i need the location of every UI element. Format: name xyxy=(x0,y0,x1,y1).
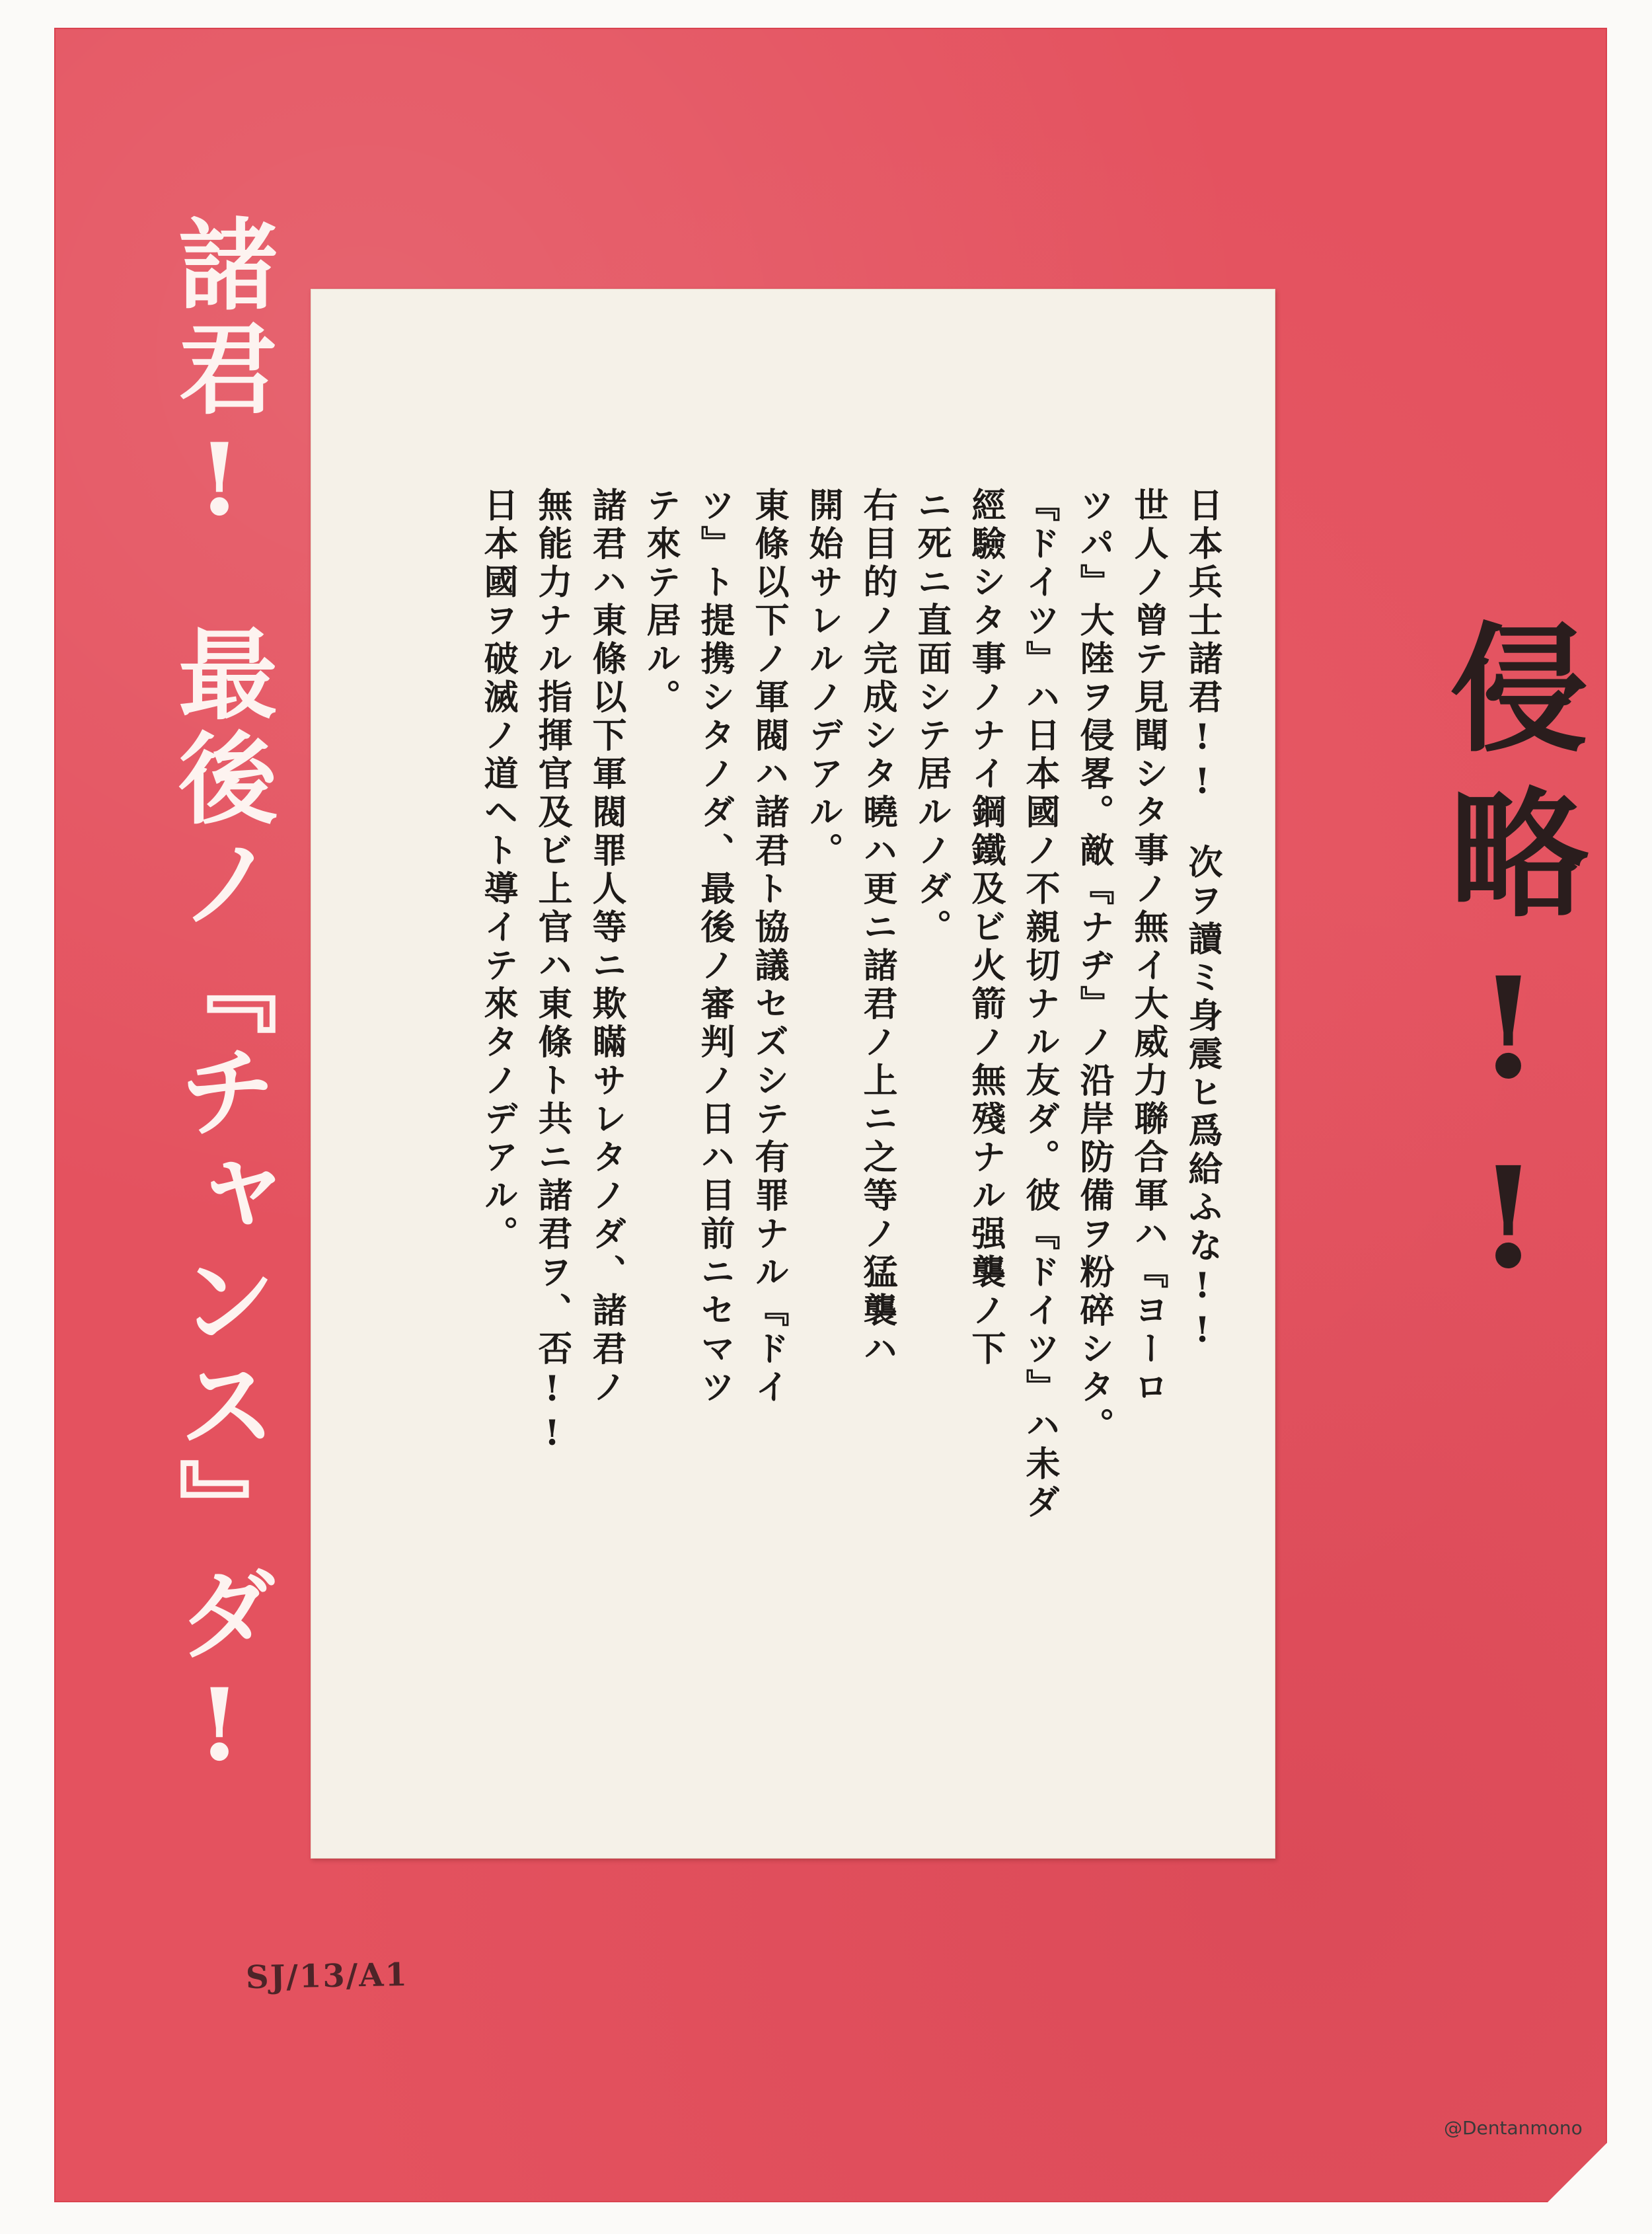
notice-line: 日本兵士諸君!! 次ヲ讀ミ身震ヒ爲給ふな!! xyxy=(1182,487,1222,1354)
slogan-part-2: 最後ノ『チャンス』ダ! xyxy=(161,623,278,1789)
print-code: SJ/13/A1 xyxy=(245,1956,409,1997)
notice-line: ツパ』大陸ヲ侵畧。敵『ナヂ』ノ沿岸防備ヲ粉碎シタ。 xyxy=(1074,487,1114,1445)
notice-text xyxy=(470,487,1229,1816)
notice-line: テ來テ居ル。 xyxy=(640,487,681,717)
notice-line: 東條以下ノ軍閥ハ諸君ト協議セズシテ有罪ナル『ドイ xyxy=(749,487,789,1407)
watermark: @Dentanmono xyxy=(1444,2117,1583,2139)
notice-line: ツ』ト提携シタノダ、最後ノ審判ノ日ハ目前ニセマツ xyxy=(695,487,735,1407)
notice-line: 開始サレルノデアル。 xyxy=(803,487,843,870)
slogan-part-1: 諸君! xyxy=(161,213,278,543)
notice-line: 無能力ナル指揮官及ビ上官ハ東條ト共ニ諸君ヲ、否!! xyxy=(532,487,572,1457)
torn-corner xyxy=(1548,2143,1607,2202)
slogan-gap xyxy=(147,543,292,623)
notice-line: 日本國ヲ破滅ノ道ヘト導イテ來タノデアル。 xyxy=(478,487,518,1254)
notice-line: 右目的ノ完成シタ曉ハ更ニ諸君ノ上ニ之等ノ猛襲ハ xyxy=(857,487,897,1369)
notice-line: 諸君ハ東條以下軍閥罪人等ニ欺瞞サレタノダ、諸君ノ xyxy=(586,487,626,1407)
notice-line: 『ドイツ』ハ日本國ノ不親切ナル友ダ。彼『ドイツ』ハ未ダ xyxy=(1020,487,1060,1522)
invasion-heading: 侵略!! xyxy=(1427,616,1590,1326)
notice-line: 經驗シタ事ノナイ鋼鐵及ビ火箭ノ無殘ナル强襲ノ下 xyxy=(965,487,1006,1369)
notice-line: 世人ノ曾テ見聞シタ事ノ無イ大威力聯合軍ハ『ヨーロ xyxy=(1128,487,1168,1407)
left-slogan xyxy=(147,213,292,2130)
notice-line: ニ死ニ直面シテ居ルノダ。 xyxy=(911,487,952,947)
